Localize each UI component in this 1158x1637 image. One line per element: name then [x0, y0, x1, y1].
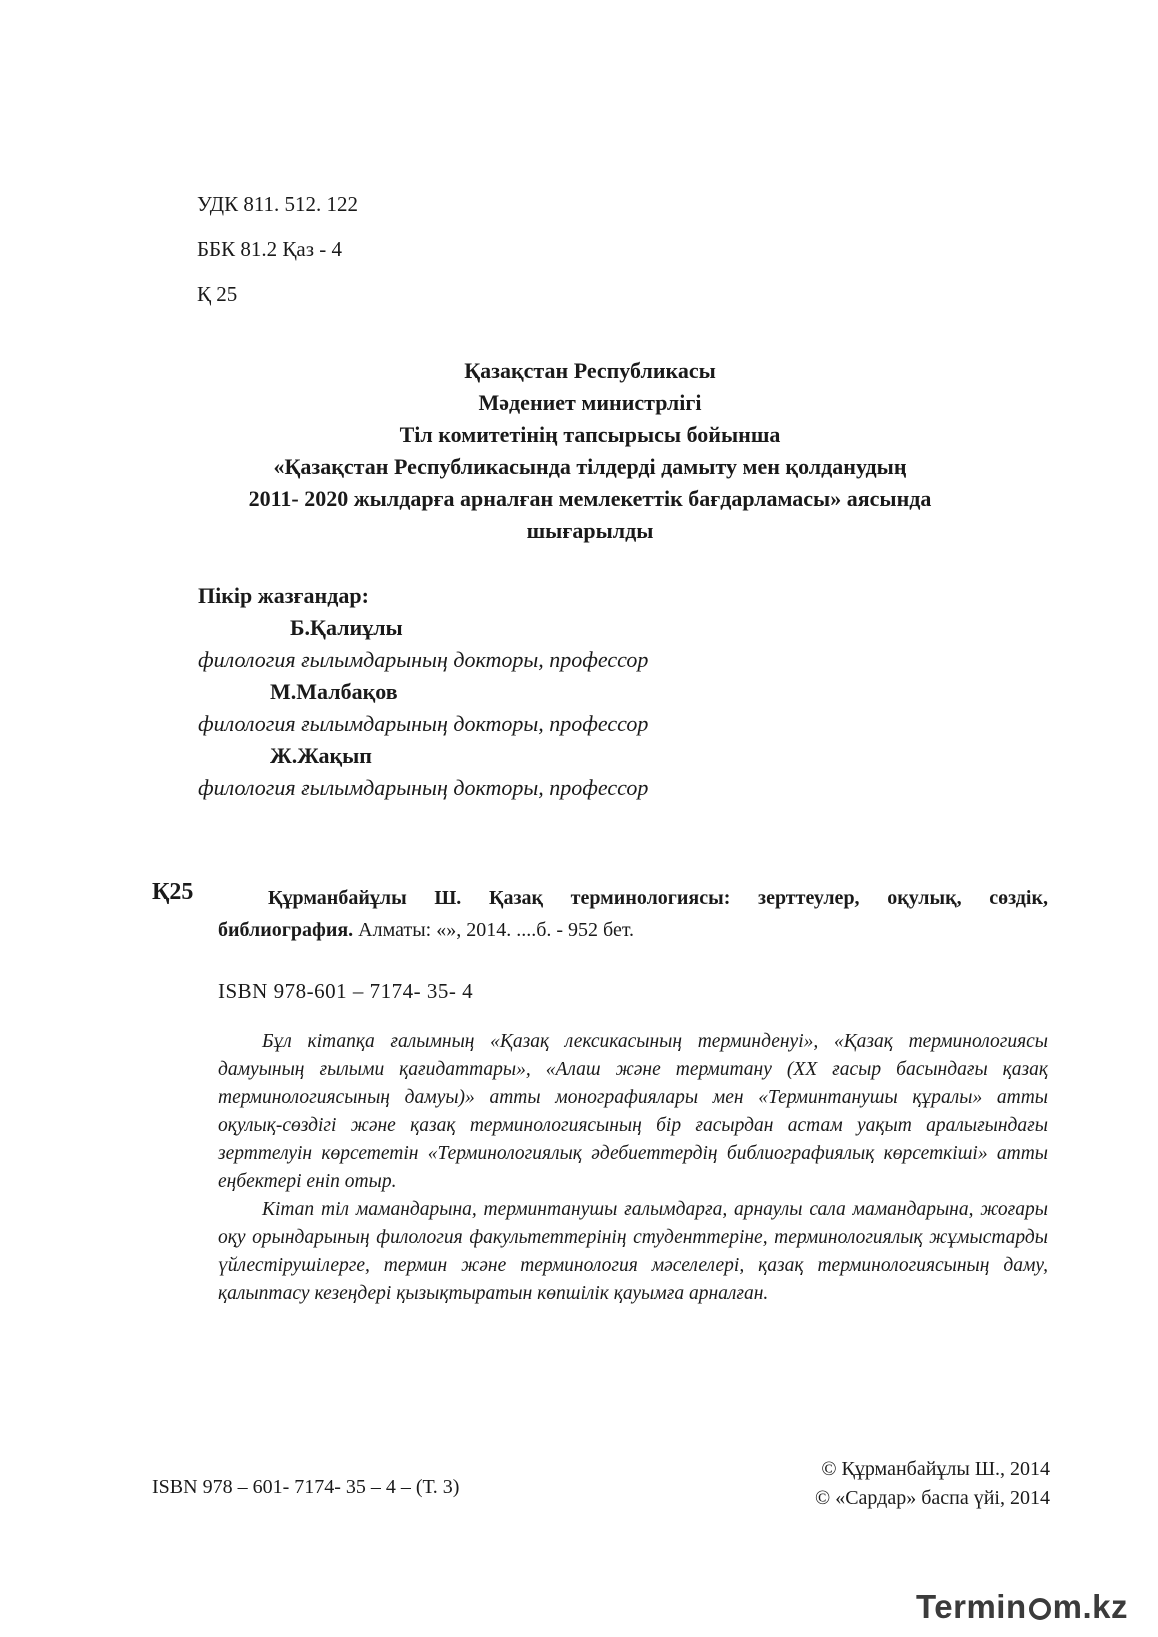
bbk-code: ББК 81.2 Қаз - 4 — [197, 237, 342, 261]
logo-text-start: Termin — [916, 1588, 1027, 1625]
isbn: ISBN 978-601 – 7174- 35- 4 — [218, 979, 474, 1003]
logo-text-end: m.kz — [1052, 1588, 1128, 1625]
author-mark: Қ 25 — [197, 282, 238, 306]
reviewer-title: филология ғылымдарының докторы, профессор — [198, 775, 649, 800]
isbn-volume: ISBN 978 – 601- 7174- 35 – 4 – (Т. 3) — [152, 1476, 460, 1498]
publisher-note-line: «Қазақстан Республикасында тілдерді дамыту мен қолданудың — [273, 454, 907, 479]
citation-details: Алматы: «», 2014. ....б. - 952 бет. — [353, 919, 635, 941]
citation-title: Құрманбайұлы Ш. Қазақ терминологиясы: зерттеулер, оқулық, сөздік, библиография. — [218, 887, 1048, 941]
bibliographic-citation — [218, 882, 1048, 946]
publisher-note-line: шығарылды — [526, 518, 654, 543]
termincom-logo — [916, 1587, 1128, 1627]
annotation — [218, 1028, 1048, 1308]
udk-code: УДК 811. 512. 122 — [197, 192, 359, 216]
publisher-note-line: 2011- 2020 жылдарға арналған мемлекеттік бағдарламасы» аясында — [248, 486, 932, 511]
catalog-code: Қ25 — [152, 879, 194, 905]
publisher-note-line: Мәдениет министрлігі — [478, 390, 702, 415]
reviewers-section — [198, 580, 648, 804]
annotation-paragraph: Кітап тіл мамандарына, терминтанушы ғалымдарға, арнаулы сала мамандарына, жоғары оқу орындарының филология факультеттерінің студенттеріне, терминологиялық жұмыстарды үйлестірушілерге, термин және терминология мәселелері, қазақ терминологиясының даму, қалыптасу кезеңдері қызықтыратын көпшілік қауымға арналған. — [218, 1199, 1048, 1304]
reviewer-title: филология ғылымдарының докторы, профессор — [198, 711, 649, 736]
copyright-author: © Құрманбайұлы Ш., 2014 — [821, 1458, 1050, 1480]
circle-o-icon — [1029, 1598, 1051, 1620]
copyright-block — [815, 1455, 1050, 1513]
publisher-note-line: Тіл комитетінің тапсырысы бойынша — [399, 422, 781, 447]
annotation-paragraph: Бұл кітапқа ғалымның «Қазақ лексикасының терминденуі», «Қазақ терминологиясы дамуының ғылыми қағидаттары», «Алаш және термитану (ХХ ғасыр басындағы қазақ терминологиясының дамуы)» атты монографиялары мен «Терминтанушы құралы» атты оқулық-сөздігі және қазақ терминологиясының бір ғасырдан астам уақыт аралығындағы зерттелуін көрсететін «Терминологиялық әдебиеттердің библиографиялық көрсеткіші» атты еңбектері еніп отыр. — [218, 1031, 1048, 1192]
publisher-note-line: Қазақстан Республикасы — [464, 358, 716, 383]
publisher-note — [150, 355, 1030, 547]
reviewer-name: М.Малбақов — [270, 679, 398, 704]
copyright-publisher: © «Сардар» баспа үйі, 2014 — [815, 1487, 1050, 1509]
reviewer-name: Б.Қалиұлы — [290, 615, 403, 640]
reviewers-heading: Пікір жазғандар: — [198, 583, 369, 608]
reviewer-title: филология ғылымдарының докторы, профессор — [198, 647, 649, 672]
reviewer-name: Ж.Жақып — [270, 743, 372, 768]
